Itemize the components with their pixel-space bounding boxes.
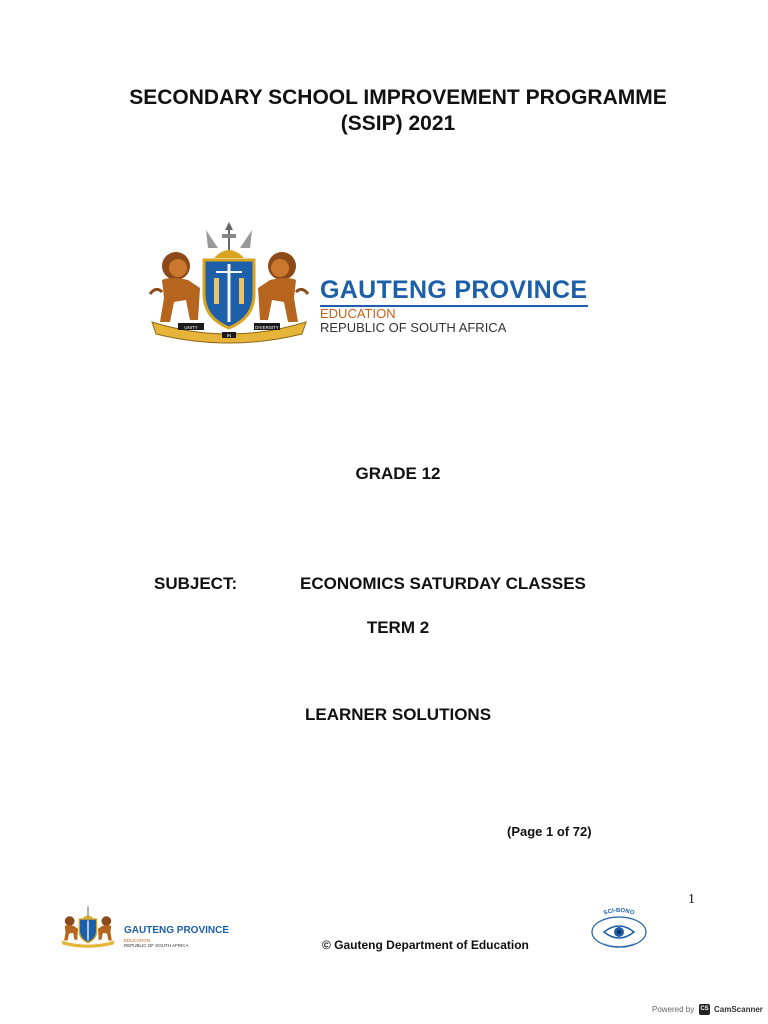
coat-of-arms-icon	[148, 222, 310, 344]
grade-heading: GRADE 12	[355, 464, 441, 483]
footer-department-text: EDUCATION	[124, 938, 151, 943]
scibono-text: SCI-BONO	[602, 908, 636, 917]
scibono-sub-text: DISCOVERY CENTRE	[603, 942, 635, 950]
solutions-heading: LEARNER SOLUTIONS	[304, 705, 492, 724]
camscanner-brand-text: CamScanner	[714, 1005, 763, 1014]
subject-label: SUBJECT:	[154, 574, 238, 593]
term-heading: TERM 2	[366, 618, 430, 637]
document-title-line2: (SSIP) 2021	[340, 112, 456, 135]
footer-province-title: GAUTENG PROVINCE	[124, 925, 230, 936]
copyright-text: © Gauteng Department of Education	[322, 938, 529, 952]
subject-value: ECONOMICS SATURDAY CLASSES	[300, 574, 586, 593]
page-number: 1	[688, 892, 695, 907]
powered-by-text: Powered by	[652, 1005, 695, 1014]
logo-department-text: EDUCATION	[320, 306, 396, 321]
page-count-text: (Page 1 of 72)	[507, 824, 592, 839]
footer-coat-of-arms-icon	[60, 905, 116, 949]
document-title-line1: SECONDARY SCHOOL IMPROVEMENT PROGRAMME	[129, 86, 667, 109]
logo-country-text: REPUBLIC OF SOUTH AFRICA	[320, 320, 507, 335]
logo-province-title: GAUTENG PROVINCE	[320, 276, 588, 304]
motto-mid-text: IN	[226, 333, 232, 338]
camscanner-icon: CS	[699, 1004, 710, 1015]
motto-right-text: DIVERSITY	[255, 325, 279, 330]
shield-icon	[204, 260, 254, 328]
lion-right-icon	[258, 252, 308, 322]
footer-country-text: REPUBLIC OF SOUTH AFRICA	[124, 943, 189, 948]
scibono-logo-icon	[584, 908, 654, 950]
lion-left-icon	[150, 252, 200, 322]
motto-left-text: UNITY	[184, 325, 198, 330]
